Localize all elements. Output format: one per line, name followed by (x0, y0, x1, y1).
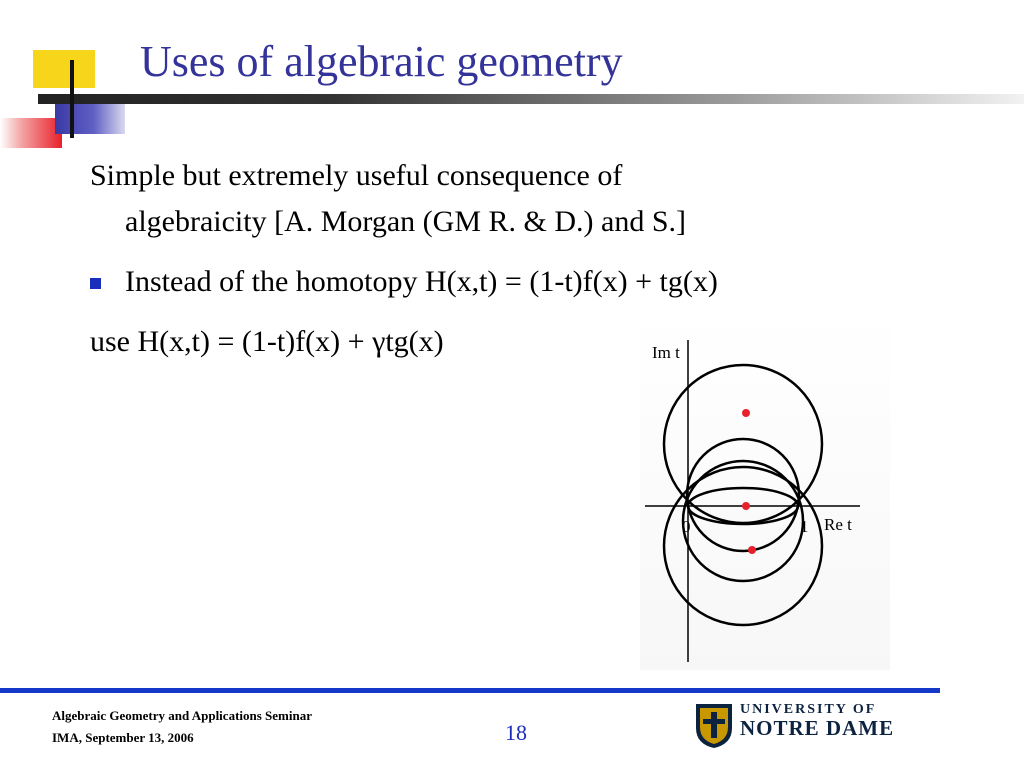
red-point-upper (742, 409, 750, 417)
red-accent-bar (0, 118, 62, 148)
slide-title: Uses of algebraic geometry (140, 37, 623, 86)
blue-accent-square (55, 104, 125, 134)
bullet-text: Instead of the homotopy H(x,t) = (1-t)f(x) + tg(x) (125, 265, 718, 298)
figure-svg (640, 310, 890, 670)
body-text-line-2: algebraicity [A. Morgan (GM R. & D.) and S.] (125, 205, 687, 238)
body-text-line-4: use H(x,t) = (1-t)f(x) + γtg(x) (90, 325, 444, 358)
footer-seminar-name: Algebraic Geometry and Applications Seminar (52, 708, 312, 723)
logo-text-university-of: UNIVERSITY OF (740, 702, 877, 717)
tick-label-zero: 0 (682, 517, 691, 536)
lower-medium-circle (683, 461, 803, 581)
tick-label-one: 1 (800, 517, 809, 536)
body-text-line-1: Simple but extremely useful consequence of (90, 159, 623, 192)
red-point-center (742, 502, 750, 510)
axis-label-im: Im t (652, 343, 680, 362)
vertical-accent-rule (70, 60, 74, 138)
yellow-accent-square (33, 50, 95, 88)
red-point-lower (748, 546, 756, 554)
homotopy-path-figure (640, 310, 890, 670)
logo-text-notre-dame: NOTRE DAME (740, 716, 895, 740)
page-number: 18 (505, 720, 527, 745)
upper-medium-circle (687, 439, 799, 551)
footer-date: IMA, September 13, 2006 (52, 730, 194, 745)
axis-label-re: Re t (824, 515, 852, 534)
footer-rule (0, 688, 940, 693)
title-underline-rule (38, 94, 1024, 104)
bullet-marker-icon (90, 278, 101, 289)
